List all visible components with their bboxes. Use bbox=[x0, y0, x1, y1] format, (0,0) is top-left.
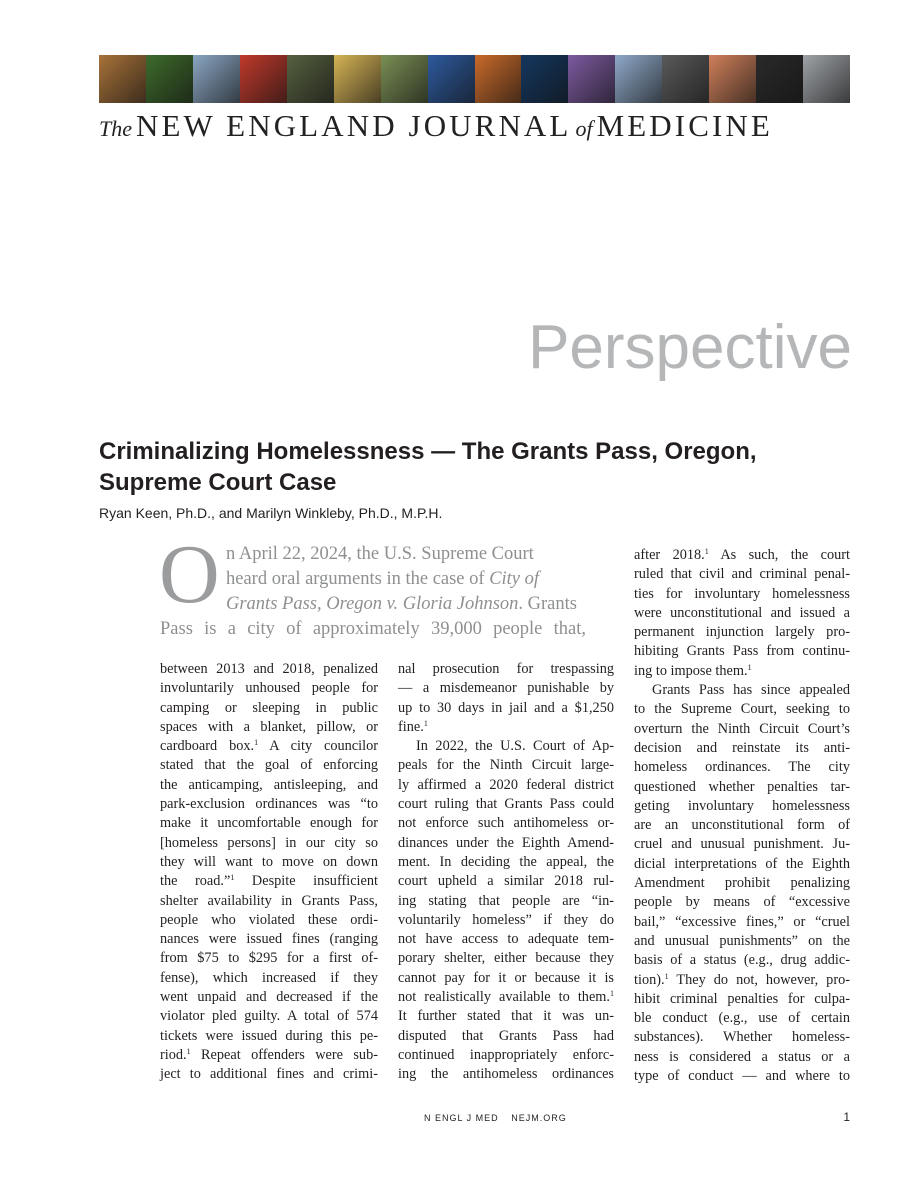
body-line: ruled that civil and criminal penal- bbox=[634, 566, 850, 583]
body-line: ing stating that people are “in- bbox=[398, 892, 614, 909]
body-line: ing the antihomeless ordinances bbox=[398, 1066, 614, 1083]
body-line: ble conduct (e.g., use of certain bbox=[634, 1010, 850, 1027]
body-line: Amendment prohibit penalizing bbox=[634, 875, 850, 892]
footer-site: NEJM.ORG bbox=[511, 1113, 567, 1123]
page-number: 1 bbox=[843, 1110, 850, 1124]
body-line: hibit criminal penalties for culpa- bbox=[634, 990, 850, 1007]
drop-cap: O bbox=[159, 528, 220, 621]
banner-image-tile bbox=[193, 55, 240, 103]
body-line: and unusual punishments” on the bbox=[634, 932, 850, 949]
body-line: camping or sleeping in public bbox=[160, 699, 378, 716]
masthead-medicine: MEDICINE bbox=[596, 108, 773, 143]
body-line: not realistically available to them.$^1$ bbox=[398, 989, 614, 1006]
banner-image-tile bbox=[334, 55, 381, 103]
body-line: ject to additional fines and crimi- bbox=[160, 1066, 378, 1083]
journal-masthead bbox=[99, 108, 859, 148]
body-line: ing to impose them.$^1$ bbox=[634, 662, 752, 679]
banner-image-tile bbox=[521, 55, 568, 103]
masthead-of: of bbox=[575, 116, 593, 141]
banner-image-tile bbox=[803, 55, 850, 103]
body-line: tickets were issued during this pe- bbox=[160, 1027, 378, 1044]
body-line: not enforce such antihomeless or- bbox=[398, 815, 614, 832]
body-line: overturn the Ninth Circuit Court’s bbox=[634, 720, 850, 737]
body-line: not have access to adequate tem- bbox=[398, 931, 614, 948]
body-line: continued inappropriately enforc- bbox=[398, 1046, 614, 1063]
page-footer bbox=[424, 1113, 567, 1123]
lead-line: Grants Pass, Oregon v. Gloria Johnson. Grants bbox=[226, 594, 577, 614]
body-line: the road.”$^1$ Despite insufficient bbox=[160, 873, 378, 890]
body-column-3 bbox=[634, 546, 850, 1086]
body-line: make it uncomfortable enough for bbox=[160, 815, 378, 832]
body-line: cruel and unusual punishment. Ju- bbox=[634, 836, 850, 853]
body-line: nal prosecution for trespassing bbox=[398, 661, 614, 677]
body-line: porary shelter, either because they bbox=[398, 950, 614, 967]
banner-image-tile bbox=[709, 55, 756, 103]
body-line: park-exclusion ordinances was “to bbox=[160, 796, 378, 813]
banner-image-tile bbox=[99, 55, 146, 103]
body-line: spaces with a blanket, pillow, or bbox=[160, 718, 378, 735]
body-line: they will want to move on down bbox=[160, 853, 378, 870]
body-line: basis of a status (e.g., drug addic- bbox=[634, 952, 850, 969]
body-line: cardboard box.$^1$ A city councilor bbox=[160, 738, 378, 755]
lead-line: n April 22, 2024, the U.S. Supreme Court bbox=[226, 544, 534, 564]
banner-image-tile bbox=[146, 55, 193, 103]
body-line: involuntarily unhoused people for bbox=[160, 680, 378, 697]
banner-image-tile bbox=[475, 55, 522, 103]
body-column-2 bbox=[398, 660, 614, 1085]
body-line: It further stated that it was un- bbox=[398, 1008, 614, 1025]
banner-image-tile bbox=[615, 55, 662, 103]
body-line: disputed that Grants Pass had bbox=[398, 1027, 614, 1044]
body-line: [homeless persons] in our city so bbox=[160, 834, 378, 851]
body-line: type of conduct — and where to bbox=[634, 1068, 850, 1085]
banner-image-tile bbox=[662, 55, 709, 103]
body-line: ties for involuntary homelessness bbox=[634, 585, 850, 602]
body-line: were unconstitutional and issued a bbox=[634, 604, 850, 621]
body-line: violator pled guilty. A total of 574 bbox=[160, 1008, 378, 1025]
body-line: ness is considered a status or a bbox=[634, 1048, 850, 1065]
body-line: peals for the Ninth Circuit large- bbox=[398, 757, 614, 774]
body-line: went unpaid and decreased if the bbox=[160, 989, 378, 1006]
body-line: people by means of “excessive bbox=[634, 894, 850, 911]
body-line: substances). Whether homeless- bbox=[634, 1029, 850, 1046]
body-line: In 2022, the U.S. Court of Ap- bbox=[416, 738, 614, 755]
banner-image-tile bbox=[428, 55, 475, 103]
body-line: to the Supreme Court, seeking to bbox=[634, 701, 850, 718]
body-line: ly affirmed a 2020 federal district bbox=[398, 776, 614, 793]
body-line: court upheld a similar 2018 rul- bbox=[398, 873, 614, 890]
body-line: people who violated these ordi- bbox=[160, 911, 378, 928]
body-line: tion).$^1$ They do not, however, pro- bbox=[634, 971, 850, 988]
lead-line: Pass is a city of approximately 39,000 people that, bbox=[160, 619, 586, 639]
body-line: the anticamping, antisleeping, and bbox=[160, 776, 378, 793]
body-line: fense), which increased if they bbox=[160, 969, 378, 986]
footer-journal: N ENGL J MED bbox=[424, 1113, 499, 1123]
body-line: Grants Pass has since appealed bbox=[652, 682, 850, 699]
body-column-1 bbox=[160, 660, 378, 1085]
lead-paragraph bbox=[160, 542, 586, 642]
banner-image-tile bbox=[568, 55, 615, 103]
banner-image-tile bbox=[381, 55, 428, 103]
body-line: from $75 to $295 for a first of- bbox=[160, 950, 378, 967]
body-line: hibiting Grants Pass from continu- bbox=[634, 643, 850, 660]
banner-image-tile bbox=[240, 55, 287, 103]
body-line: geting involuntary homelessness bbox=[634, 797, 850, 814]
masthead-the: The bbox=[99, 116, 132, 141]
body-line: after 2018.$^1$ As such, the court bbox=[634, 547, 850, 563]
banner-image-tile bbox=[287, 55, 334, 103]
body-line: dinances under the Eighth Amend- bbox=[398, 834, 614, 851]
body-line: are an unconstitutional form of bbox=[634, 817, 850, 834]
body-line: bail,” “excessive fines,” or “cruel bbox=[634, 913, 850, 930]
article-authors: Ryan Keen, Ph.D., and Marilyn Winkleby, Ph.D., M.P.H. bbox=[99, 505, 443, 521]
body-line: stated that the goal of enforcing bbox=[160, 757, 378, 774]
body-line: shelter availability in Grants Pass, bbox=[160, 892, 378, 909]
body-line: voluntarily homeless” if they do bbox=[398, 911, 614, 928]
body-line: between 2013 and 2018, penalized bbox=[160, 661, 378, 677]
body-line: riod.$^1$ Repeat offenders were sub- bbox=[160, 1046, 378, 1063]
masthead-image-banner bbox=[99, 55, 850, 103]
body-line: up to 30 days in jail and a $1,250 bbox=[398, 699, 614, 716]
body-line: — a misdemeanor punishable by bbox=[398, 680, 614, 697]
body-line: ment. In deciding the appeal, the bbox=[398, 853, 614, 870]
body-line: court ruling that Grants Pass could bbox=[398, 796, 614, 813]
body-line: cannot pay for it or because it is bbox=[398, 969, 614, 986]
body-line: decision and reinstate its anti- bbox=[634, 739, 850, 756]
lead-line: heard oral arguments in the case of City of bbox=[226, 569, 540, 589]
section-title: Perspective bbox=[528, 313, 852, 382]
body-line: homeless ordinances. The city bbox=[634, 759, 850, 776]
body-line: questioned whether penalties tar- bbox=[634, 778, 850, 795]
body-line: dicial interpretations of the Eighth bbox=[634, 855, 850, 872]
body-line: nances were issued fines (ranging bbox=[160, 931, 378, 948]
body-line: fine.$^1$ bbox=[398, 718, 428, 735]
banner-image-tile bbox=[756, 55, 803, 103]
article-headline: Criminalizing Homelessness — The Grants Pass, Oregon, Supreme Court Case bbox=[99, 438, 757, 496]
masthead-name: NEW ENGLAND JOURNAL bbox=[136, 108, 572, 143]
body-line: permanent injunction largely pro- bbox=[634, 624, 850, 641]
